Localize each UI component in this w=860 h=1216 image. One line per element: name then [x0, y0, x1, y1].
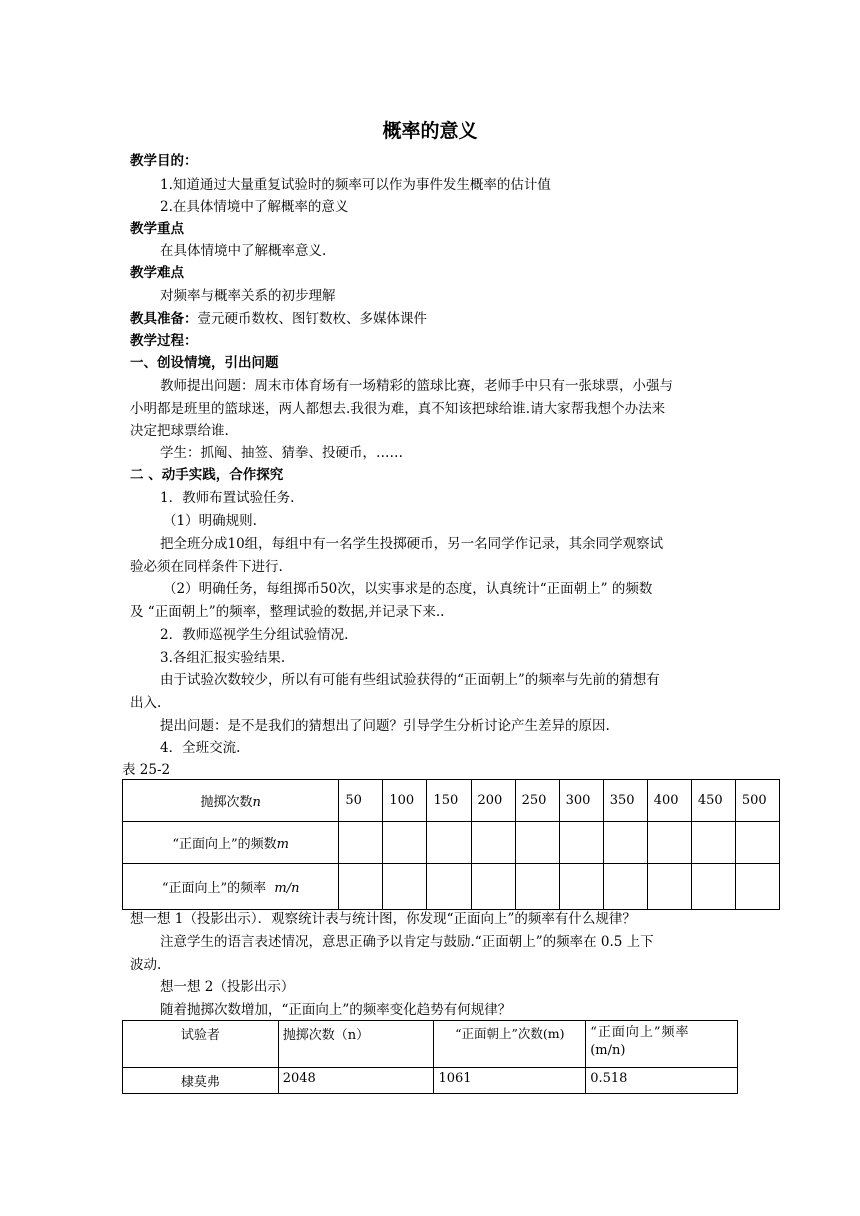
count-cell: 250 [515, 780, 559, 822]
difficulty-text: 对频率与概率关系的初步理解 [160, 288, 336, 304]
section-2-heading: 二 、动手实践，合作探究 [130, 467, 284, 483]
cell-toss-count: 2048 [278, 1068, 434, 1094]
empty-cell [383, 822, 427, 864]
tools-text: 壹元硬币数枚、图钉数枚、多媒体课件 [197, 311, 427, 327]
empty-cell [735, 822, 779, 864]
empty-cell [735, 864, 779, 910]
s1-paragraph-line-3: 决定把球票给谁. [130, 423, 229, 439]
goals-label: 教学目的： [130, 153, 198, 169]
empty-cell [647, 822, 691, 864]
cell-experimenter: 棣莫弗 [123, 1068, 279, 1094]
s2-item-3: 3.各组汇报实验结果. [160, 650, 286, 666]
empty-cell [427, 822, 471, 864]
tools-label: 教具准备： [130, 311, 198, 327]
table-row [123, 822, 780, 864]
s2-item-4: 4．全班交流. [160, 740, 241, 756]
s2-item-1: 1．教师布置试验任务. [160, 490, 295, 506]
empty-cell [471, 864, 515, 910]
difficulty-label: 教学难点 [130, 265, 184, 281]
s2-question: 提出问题：是不是我们的猜想出了问题？引导学生分析讨论产生差异的原因. [160, 718, 610, 734]
empty-cell [691, 864, 735, 910]
empty-cell [383, 864, 427, 910]
s2-item-1a: （1）明确规则. [163, 513, 257, 529]
header-toss-count: 抛掷次数（n） [278, 1021, 434, 1068]
empty-cell [471, 822, 515, 864]
count-cell: 100 [383, 780, 427, 822]
process-label: 教学过程： [130, 333, 198, 349]
count-cell: 500 [735, 780, 779, 822]
header-heads-frequency: “正面向上”频率 (m/n) [586, 1021, 738, 1068]
cell-heads-count: 1061 [434, 1068, 586, 1094]
section-1-heading: 一、创设情境，引出问题 [130, 355, 279, 371]
count-cell: 150 [427, 780, 471, 822]
table-row [123, 1068, 738, 1094]
empty-cell [603, 864, 647, 910]
empty-cell [559, 822, 603, 864]
s2-item-1a-line-1: 把全班分成10组，每组中有一名学生投掷硬币，另一名同学作记录，其余同学观察试 [160, 536, 664, 552]
empty-cell [515, 822, 559, 864]
think-2-question: 随着抛掷次数增加，“正面向上”的频率变化趋势有何规律？ [160, 1002, 512, 1018]
think-1-line-2: 注意学生的语言表述情况，意思正确予以肯定与鼓励.“正面朝上”的频率在 0.5 上下 [160, 934, 654, 950]
empty-cell [339, 822, 383, 864]
empty-cell [427, 864, 471, 910]
table-row [123, 864, 780, 910]
s1-student-answer: 学生：抓阄、抽签、猜拳、投硬币，…… [160, 445, 403, 461]
cell-heads-frequency: 0.518 [586, 1068, 738, 1094]
row-header-toss-count: 抛掷次数n [123, 780, 339, 822]
table-row [123, 780, 780, 822]
row-header-heads-frequency-count: “正面向上”的频数m [123, 822, 339, 864]
s1-paragraph-line-1: 教师提出问题：周末市体育场有一场精彩的篮球比赛，老师手中只有一张球票，小强与 [160, 378, 673, 394]
page-title: 概率的意义 [382, 120, 478, 142]
header-experimenter: 试验者 [123, 1021, 279, 1068]
empty-cell [691, 822, 735, 864]
goal-1: 1.知道通过大量重复试验时的频率可以作为事件发生概率的估计值 [160, 177, 551, 193]
count-cell: 350 [603, 780, 647, 822]
count-cell: 300 [559, 780, 603, 822]
empty-cell [603, 822, 647, 864]
empty-cell [559, 864, 603, 910]
table-1-caption: 表 25-2 [122, 762, 171, 778]
count-cell: 50 [339, 780, 383, 822]
count-cell: 400 [647, 780, 691, 822]
empty-cell [515, 864, 559, 910]
header-heads-count: “正面朝上”次数(m) [434, 1021, 586, 1068]
historical-experiments-table [122, 1020, 738, 1094]
s2-item-2: 2．教师巡视学生分组试验情况. [160, 627, 349, 643]
s2-item-3-line-2: 出入. [130, 695, 162, 711]
table-header-row [123, 1021, 738, 1068]
s2-item-1b-line-2: 及 “正面朝上”的频率，整理试验的数据,并记录下来.. [130, 604, 445, 620]
coin-toss-table [122, 779, 780, 910]
s2-item-1b-line-1: （2）明确任务，每组掷币50次，以实事求是的态度，认真统计“正面朝上” 的频数 [163, 581, 653, 597]
think-1-line-3: 波动. [130, 957, 162, 973]
row-header-heads-frequency-rate: “正面向上”的频率 m/n [123, 864, 339, 910]
count-cell: 200 [471, 780, 515, 822]
think-1-line-1: 想一想 1（投影出示）．观察统计表与统计图，你发现“正面向上”的频率有什么规律？ [130, 911, 636, 927]
s1-paragraph-line-2: 小明都是班里的篮球迷，两人都想去.我很为难，真不知该把球给谁.请大家帮我想个办法来 [130, 401, 666, 417]
think-2: 想一想 2（投影出示） [160, 979, 295, 995]
focus-label: 教学重点 [130, 221, 184, 237]
tools-line [130, 310, 427, 328]
empty-cell [339, 864, 383, 910]
goal-2: 2.在具体情境中了解概率的意义 [160, 199, 349, 215]
count-cell: 450 [691, 780, 735, 822]
s2-item-3-line-1: 由于试验次数较少，所以有可能有些组试验获得的“正面朝上”的频率与先前的猜想有 [160, 672, 660, 688]
focus-text: 在具体情境中了解概率意义. [160, 243, 327, 259]
empty-cell [647, 864, 691, 910]
s2-item-1a-line-2: 验必须在同样条件下进行. [130, 559, 283, 575]
